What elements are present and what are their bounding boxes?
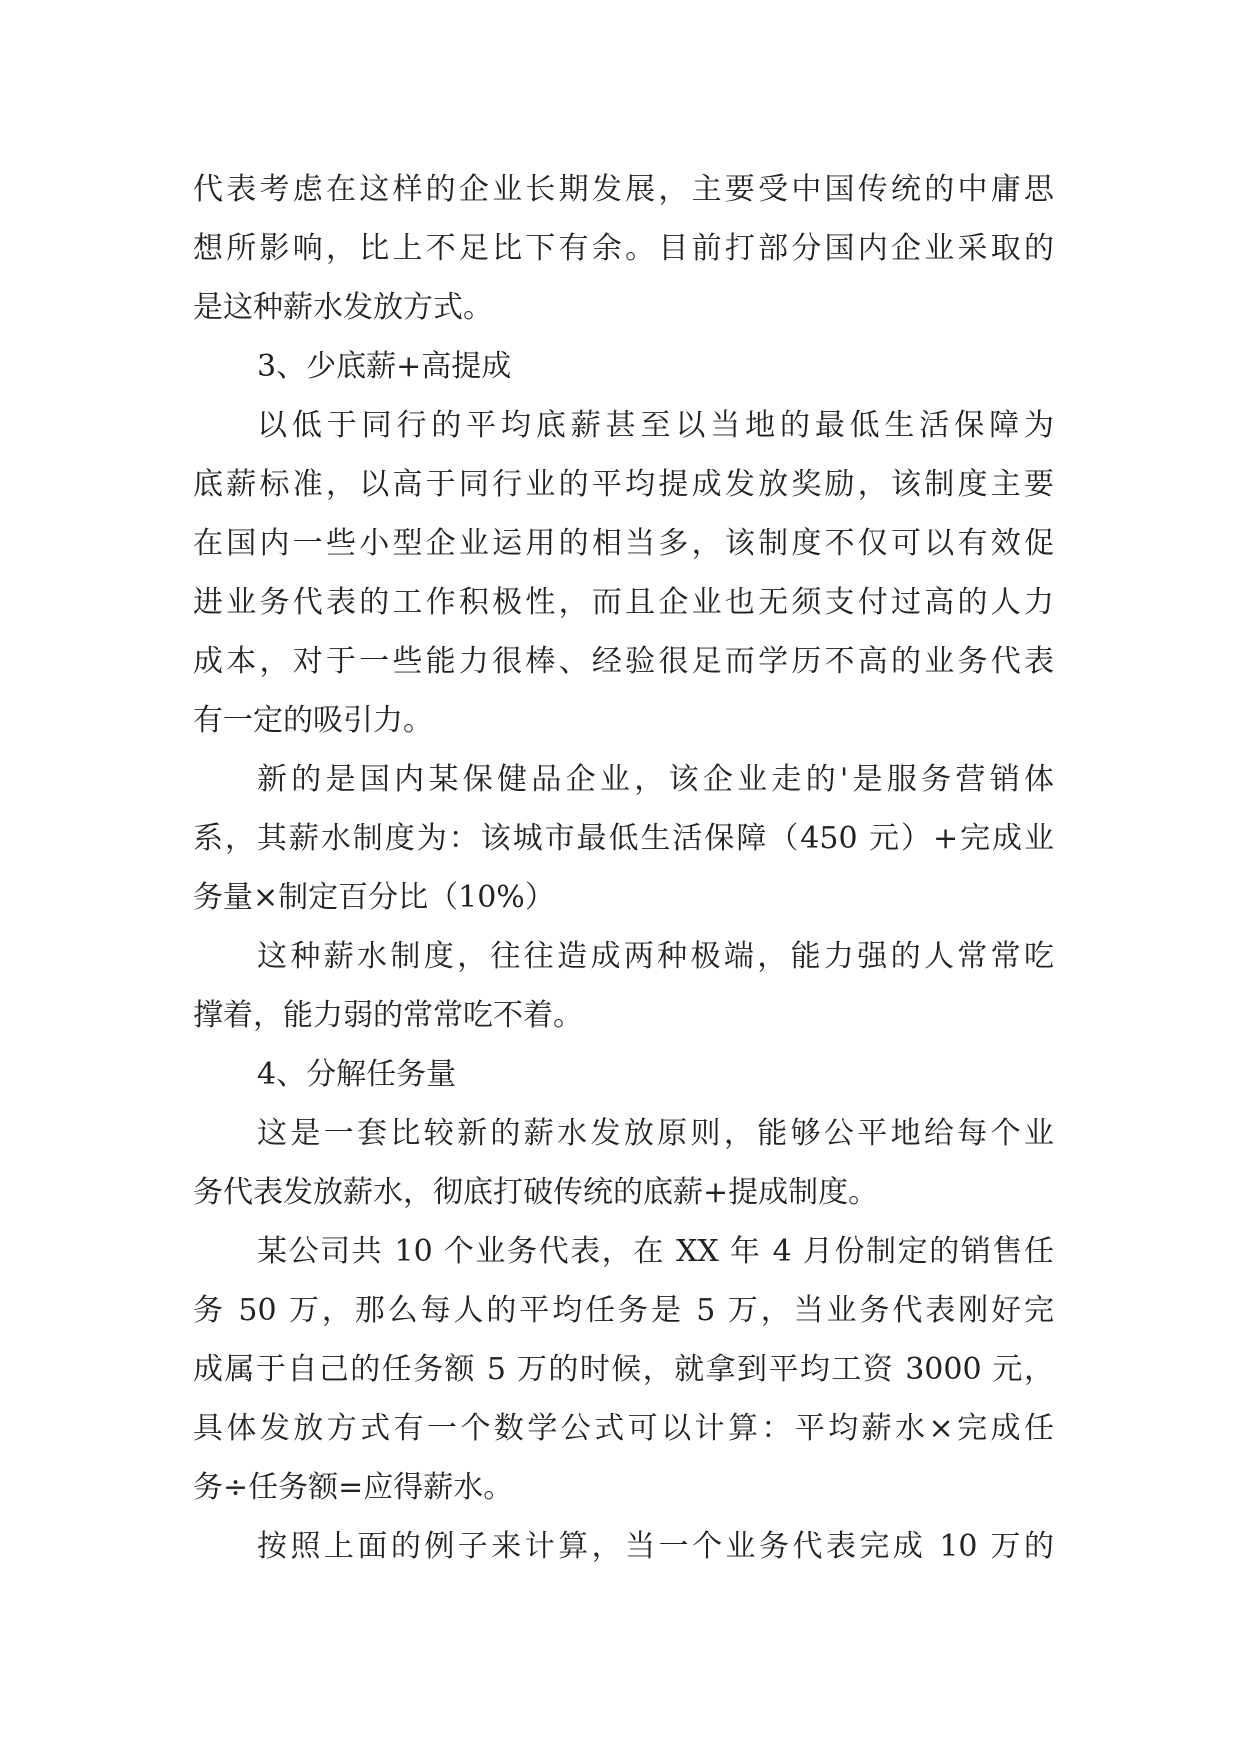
text-line: 有一定的吸引力。 — [193, 703, 433, 738]
heading-line: 3、少底薪+高提成 — [257, 349, 512, 384]
text-line: 这种薪水制度，往往造成两种极端，能力强的人常常吃 — [257, 939, 1054, 974]
paragraph — [193, 1222, 1054, 1517]
paragraph — [193, 1104, 1054, 1222]
text-line: 底薪标准，以高于同行业的平均提成发放奖励，该制度主要 — [193, 467, 1054, 502]
text-line: 这是一套比较新的薪水发放原则，能够公平地给每个业 — [257, 1116, 1054, 1151]
text-line: 按照上面的例子来计算，当一个业务代表完成 10 万的 — [257, 1529, 1054, 1564]
text-line: 在国内一些小型企业运用的相当多，该制度不仅可以有效促 — [193, 526, 1054, 561]
text-line: 务÷任务额=应得薪水。 — [193, 1470, 514, 1505]
text-line: 成属于自己的任务额 5 万的时候，就拿到平均工资 3000 元， — [193, 1352, 1054, 1387]
text-line: 务量×制定百分比（10%） — [193, 880, 555, 915]
heading-line: 4、分解任务量 — [257, 1057, 457, 1092]
text-line: 以低于同行的平均底薪甚至以当地的最低生活保障为 — [257, 408, 1054, 443]
paragraph — [193, 396, 1054, 750]
text-line: 进业务代表的工作积极性，而且企业也无须支付过高的人力 — [193, 585, 1054, 620]
text-line: 新的是国内某保健品企业，该企业走的'是服务营销体 — [257, 762, 1054, 797]
text-line: 是这种薪水发放方式。 — [193, 290, 493, 325]
text-line: 代表考虑在这样的企业长期发展，主要受中国传统的中庸思 — [193, 172, 1054, 207]
paragraph — [193, 1517, 1054, 1576]
paragraph-continuation — [193, 160, 1054, 337]
text-line: 成本，对于一些能力很棒、经验很足而学历不高的业务代表 — [193, 644, 1054, 679]
text-line: 具体发放方式有一个数学公式可以计算：平均薪水×完成任 — [193, 1411, 1054, 1446]
text-line: 某公司共 10 个业务代表，在 XX 年 4 月份制定的销售任 — [257, 1234, 1054, 1269]
text-line: 务代表发放薪水，彻底打破传统的底薪+提成制度。 — [193, 1175, 879, 1210]
paragraph — [193, 750, 1054, 927]
text-line: 想所影响，比上不足比下有余。目前打部分国内企业采取的 — [193, 231, 1054, 266]
section-heading-4 — [193, 1045, 1054, 1104]
text-line: 撑着，能力弱的常常吃不着。 — [193, 998, 583, 1033]
text-line: 务 50 万，那么每人的平均任务是 5 万，当业务代表刚好完 — [193, 1293, 1054, 1328]
paragraph — [193, 927, 1054, 1045]
section-heading-3 — [193, 337, 1054, 396]
text-line: 系，其薪水制度为：该城市最低生活保障（450 元）+完成业 — [193, 821, 1054, 856]
body-text — [193, 160, 1054, 1576]
